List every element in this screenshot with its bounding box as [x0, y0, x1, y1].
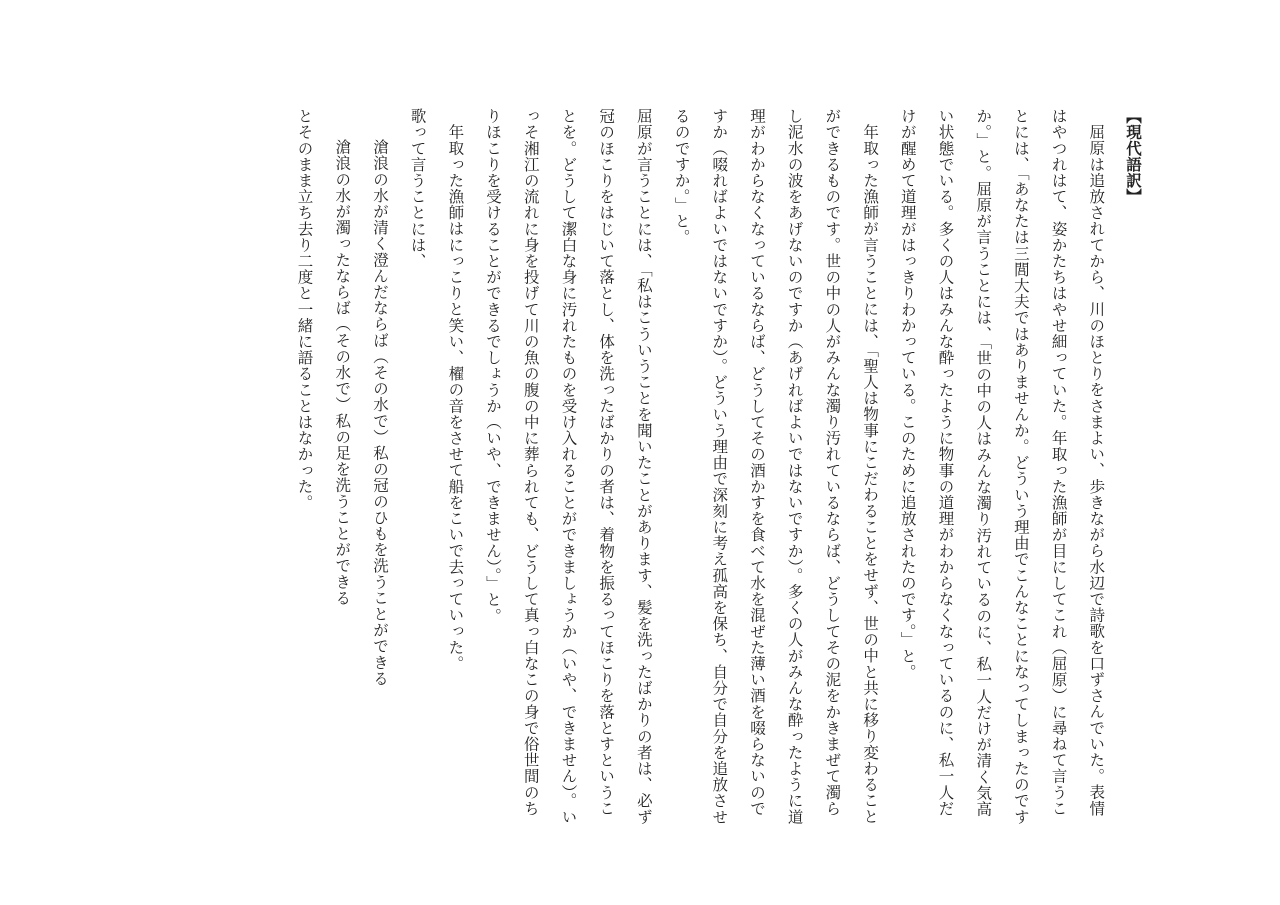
vertical-text-body [285, 108, 1152, 828]
closing-line: とそのまま立ち去り二度と一緒に語ることはなかった。 [295, 108, 314, 511]
paragraph-1: 屈原は追放されてから、川のほとりをさまよい、歩きながら水辺で詩歌を口ずさんでいた。表情はやつれはて、姿かたちはやせ細っていた。年取った漁師が目にしてこれ（屈原）に尋ねて言うことには、「あなたは三閭大夫ではありませんか。どういう理由でこんなことになってしまったのですか。」と。屈原が言うことには、「世の中の人はみんな濁り汚れているのに、私一人だけが清く気高い状態でいる。多くの人はみんな酔ったように物事の道理がわからなくなっているのに、私一人だけが醒めて道理がはっきりわかっている。このために追放されたのです。」と。 [898, 108, 1106, 825]
page-heading: 【現代語訳】 [1124, 108, 1143, 205]
song-line-2: 滄浪の水が濁ったならば（その水で）私の足を洗うことができる [333, 139, 352, 606]
paragraph-2: 年取った漁師が言うことには、「聖人は物事にこだわることをせず、世の中と共に移り変わることができるものです。世の中の人がみんな濁り汚れているならば、どうしてその泥をかきまぜて濁らし泥水の波をあげないのですか（あげればよいではないですか）。多くの人がみんな酔ったように道理がわからなくなっているならば、どうしてその酒かすを食べて水を混ぜた薄い酒を啜らないのですか（啜ればよいではないですか）。どういう理由で深刻に考え孤高を保ち、自分で自分を追放させるのですか。」と。 [672, 108, 880, 825]
paragraph-3: 屈原が言うことには、「私はこういうことを聞いたことがあります、髪を洗ったばかりの者は、必ず冠のほこりをはじいて落とし、体を洗ったばかりの者は、着物を振るってほこりを落とすということを。どうして潔白な身に汚れたものを受け入れることができましょうか（いや、できません）。いっそ湘江の流れに身を投げて川の魚の腹の中に葬られても、どうして真っ白なこの身で俗世間のちりほこりを受けることができるでしょうか（いや、できません）。」と。 [484, 108, 653, 825]
song-intro: 歌って言うことには、 [408, 108, 427, 269]
paragraph-4: 年取った漁師はにっこりと笑い、櫂の音をさせて船をこいで去っていった。 [446, 123, 465, 671]
song-line-1: 滄浪の水が清く澄んだならば（その水で）私の冠のひもを洗うことができる [370, 139, 389, 687]
